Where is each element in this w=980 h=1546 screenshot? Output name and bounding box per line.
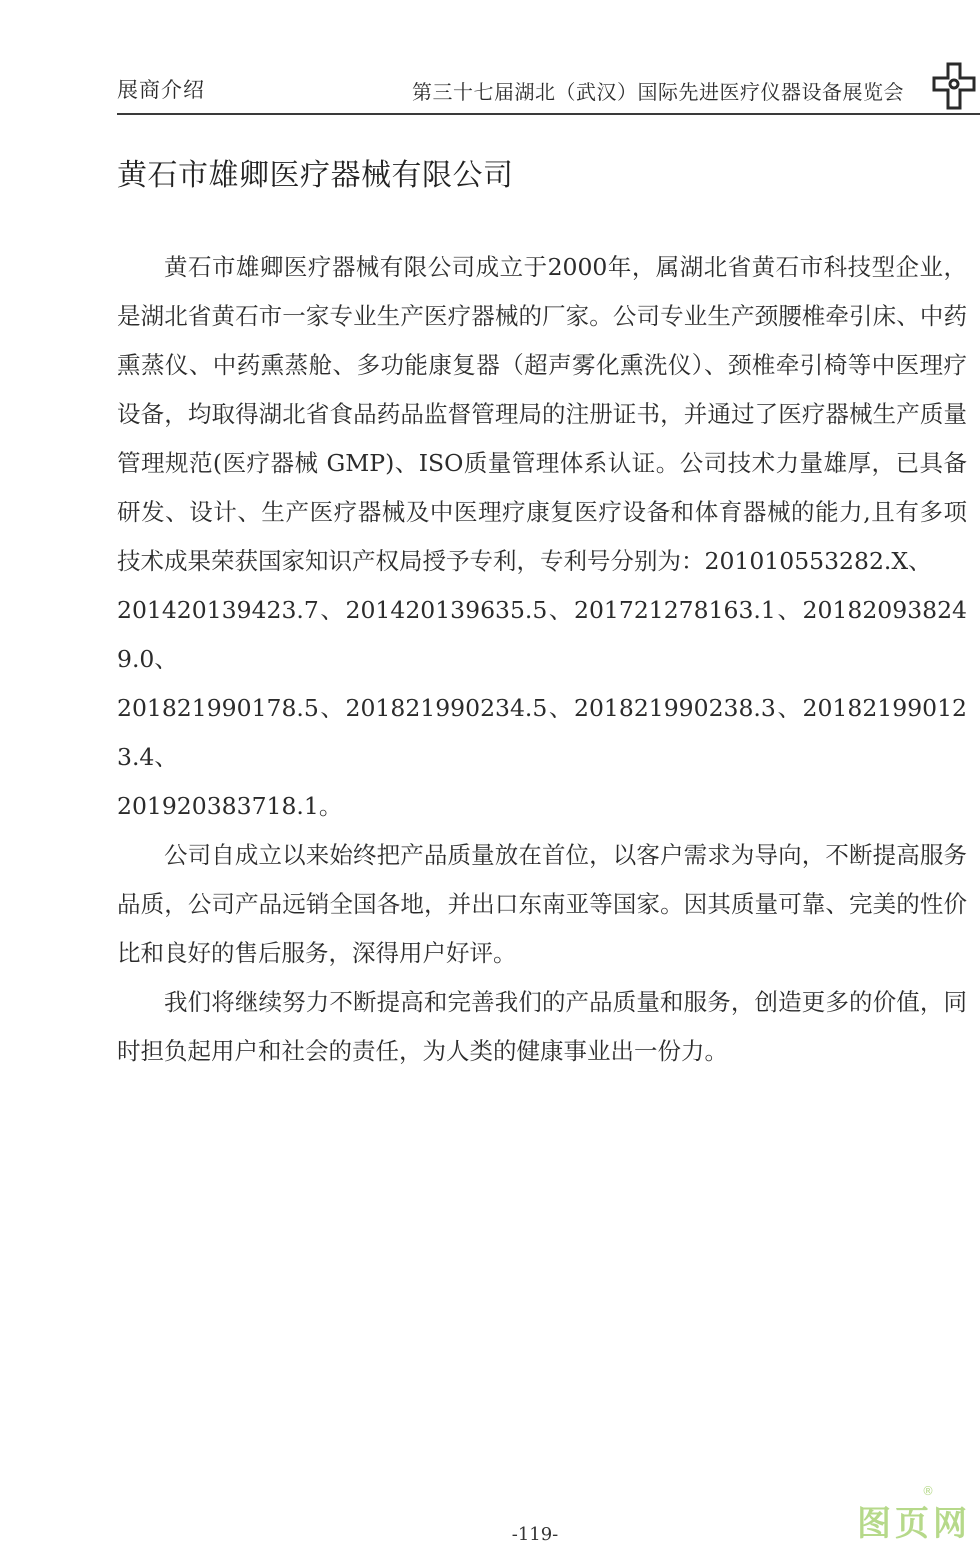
event-title: 第三十七届湖北（武汉）国际先进医疗仪器设备展览会 bbox=[412, 80, 904, 104]
section-label: 展商介绍 bbox=[117, 78, 205, 102]
header-rule bbox=[117, 113, 980, 115]
paragraph-intro: 黄石市雄卿医疗器械有限公司成立于2000年，属湖北省黄石市科技型企业，是湖北省黄石市一家专业生产医疗器械的厂家。公司专业生产颈腰椎牵引床、中药熏蒸仪、中药熏蒸舱、多功能康复器（超声雾化熏洗仪）、颈椎牵引椅等中医理疗设备，均取得湖北省食品药品监督管理局的注册证书，并通过了医疗器械生产质量管理规范(医疗器械 GMP)、ISO质量管理体系认证。公司技术力量雄厚，已具备研发、设计、生产医疗器械及中医理疗康复医疗设备和体育器械的能力,且有多项技术成果荣获国家知识产权局授予专利，专利号分别为：201010553282.X、 bbox=[117, 253, 967, 575]
patent-numbers-line-1: 201420139423.7、201420139635.5、201721278163.1、201820938249.0、 bbox=[117, 596, 967, 673]
company-name: 黄石市雄卿医疗器械有限公司 bbox=[117, 158, 514, 193]
patent-numbers-line-3: 201920383718.1。 bbox=[117, 792, 343, 820]
paragraph-commitment: 我们将继续努力不断提高和完善我们的产品质量和服务，创造更多的价值，同时担负起用户和社会的责任，为人类的健康事业出一份力。 bbox=[117, 988, 967, 1065]
watermark-registered-mark: ® bbox=[922, 1484, 934, 1498]
watermark-logo: 图页网 bbox=[857, 1504, 971, 1544]
cross-logo-icon bbox=[928, 60, 980, 112]
page-number: -119- bbox=[511, 1524, 559, 1545]
company-description bbox=[117, 243, 967, 1076]
patent-numbers-line-2: 201821990178.5、201821990234.5、201821990238.3、201821990123.4、 bbox=[117, 694, 967, 771]
paragraph-quality: 公司自成立以来始终把产品质量放在首位，以客户需求为导向，不断提高服务品质，公司产品远销全国各地，并出口东南亚等国家。因其质量可靠、完美的性价比和良好的售后服务，深得用户好评。 bbox=[117, 841, 967, 967]
